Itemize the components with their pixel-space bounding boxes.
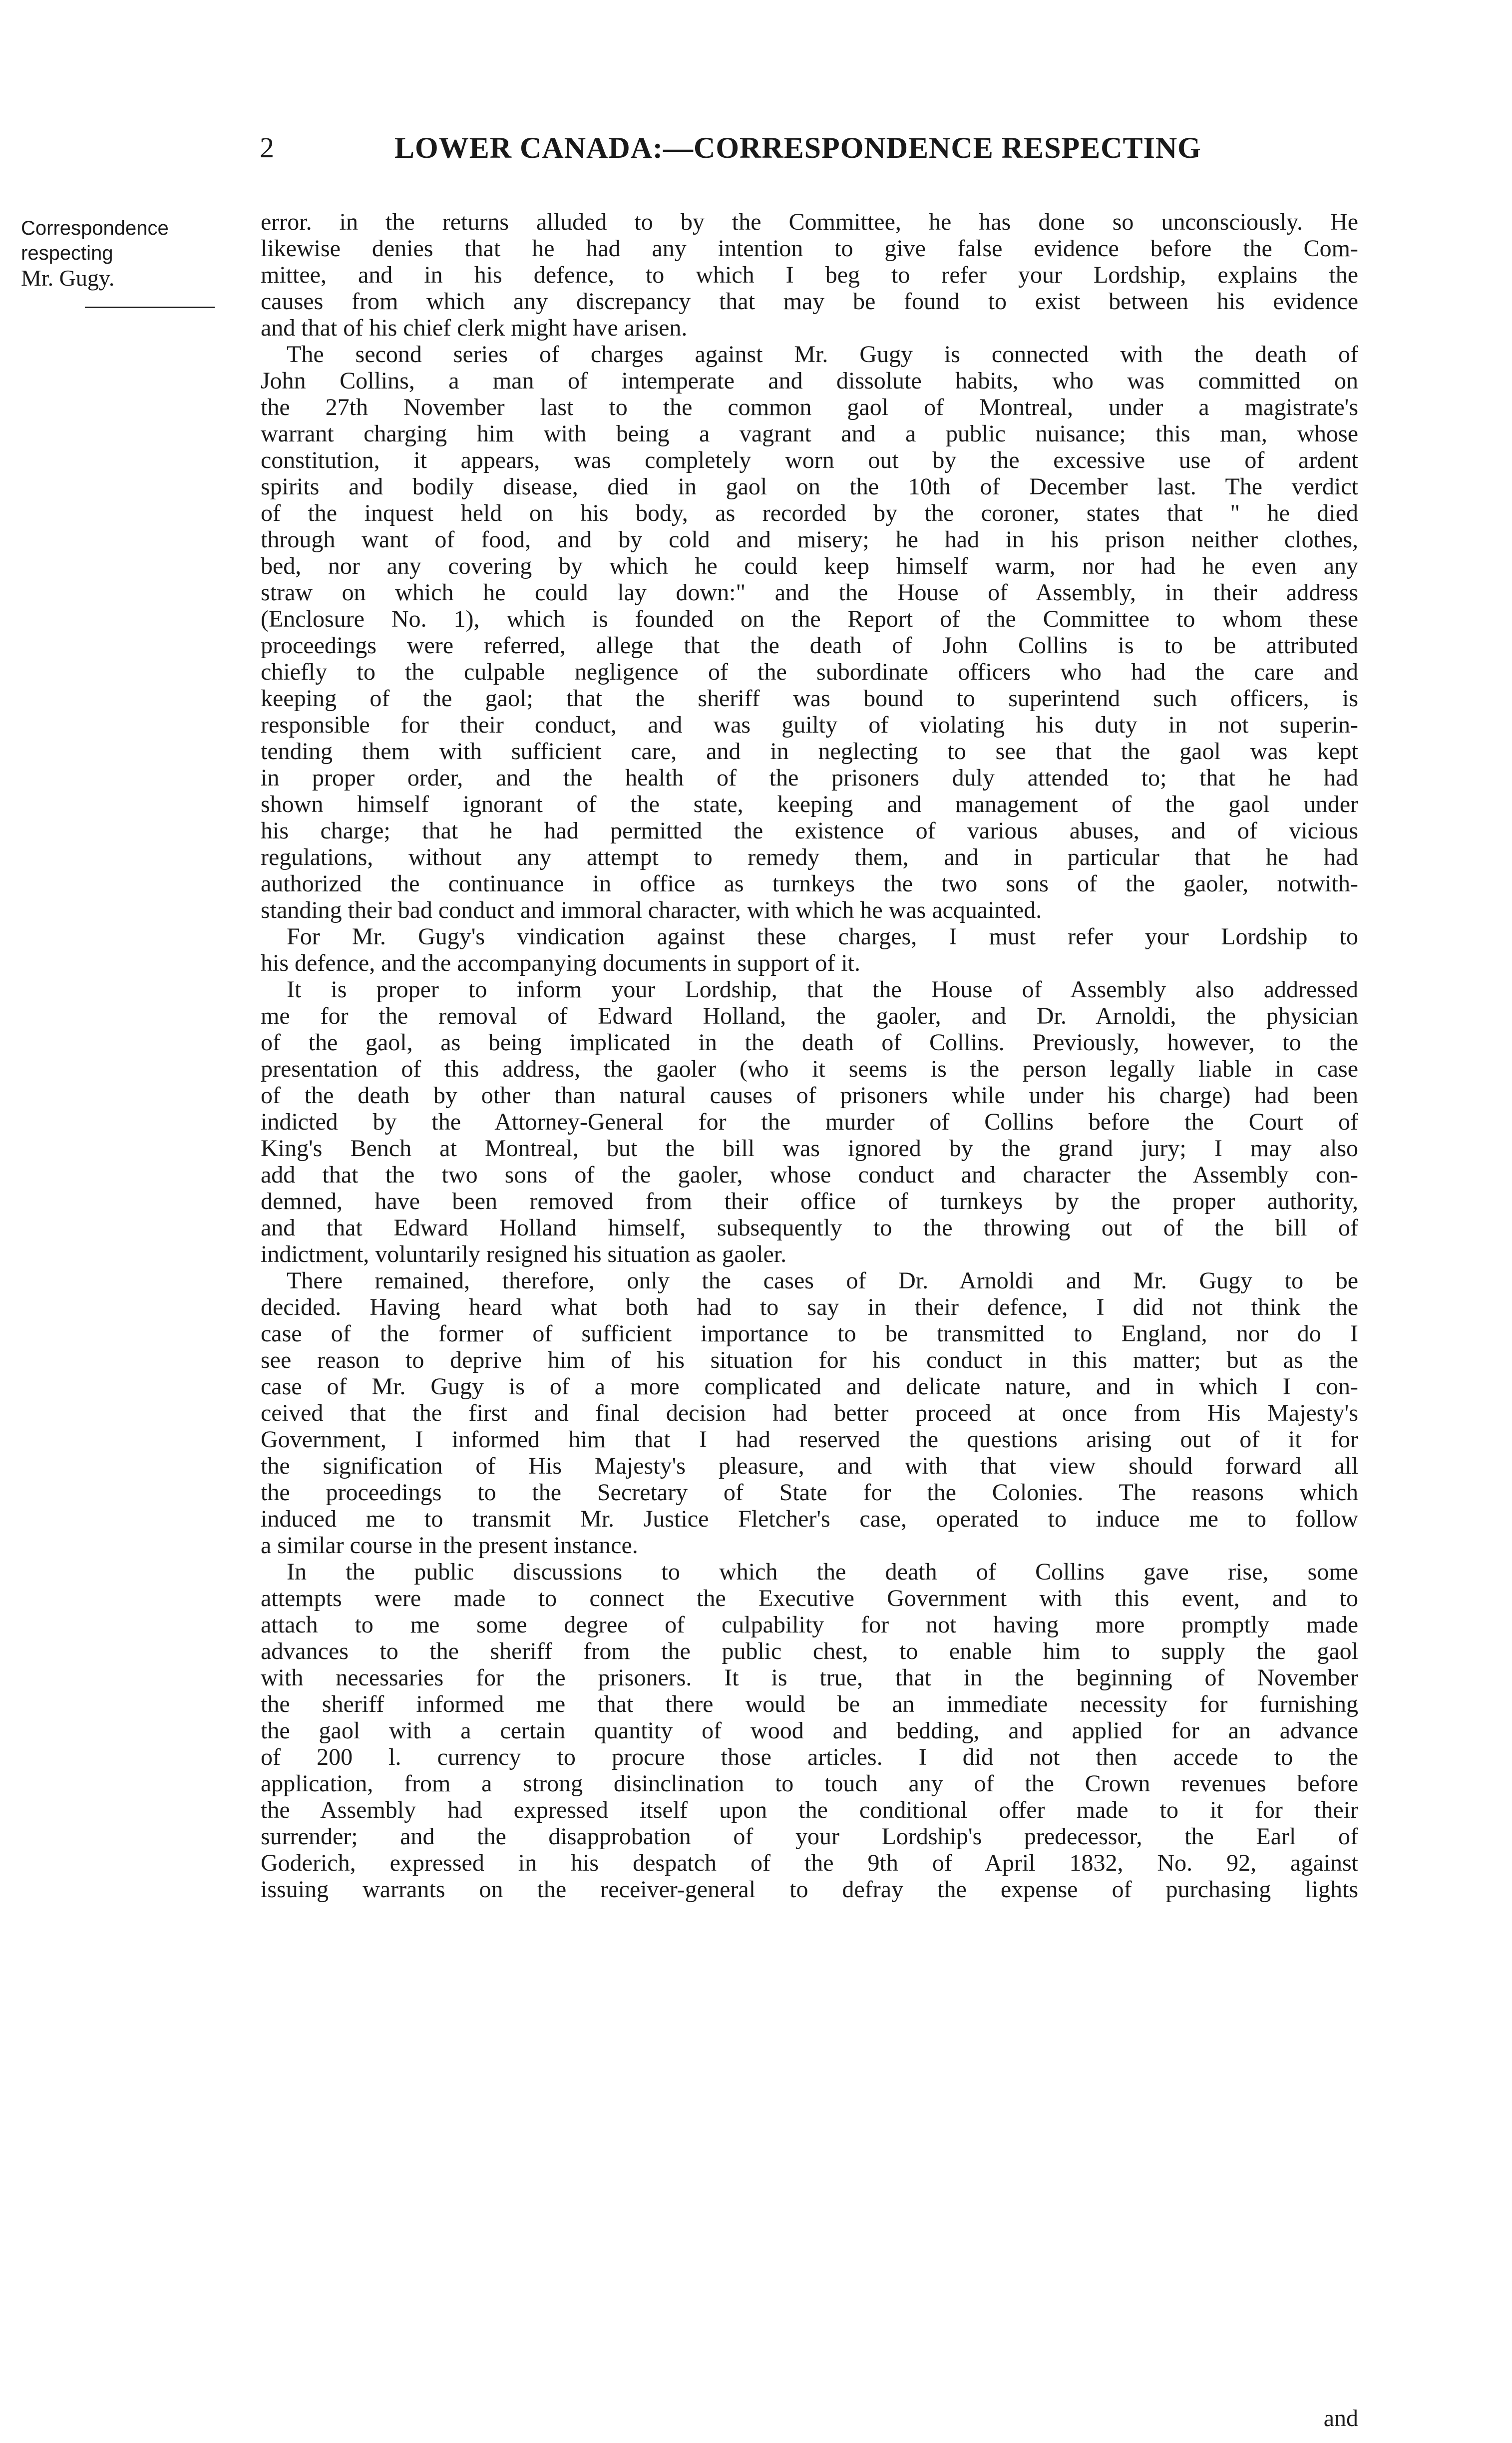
text-line: standing their bad conduct and immoral character, with which he was acquainted. xyxy=(261,897,1042,923)
text-line: spirits and bodily disease, died in gaol on the 10th of December last. The verdict xyxy=(261,473,1358,500)
text-line: proceedings were referred, allege that the death of John Collins is to be attributed xyxy=(261,632,1358,659)
text-line: in proper order, and the health of the prisoners duly attended to; that he had xyxy=(261,765,1358,791)
text-line: presentation of this address, the gaoler (who it seems is the person legally liable in case xyxy=(261,1056,1358,1082)
text-line: the Assembly had expressed itself upon the conditional offer made to it for their xyxy=(261,1797,1358,1823)
text-line: see reason to deprive him of his situation for his conduct in this matter; but as the xyxy=(261,1347,1358,1373)
margin-note xyxy=(21,216,231,291)
text-line: For Mr. Gugy's vindication against these charges, I must refer your Lordship to xyxy=(287,923,1358,950)
text-line: the sheriff informed me that there would be an immediate necessity for furnishing xyxy=(261,1691,1358,1717)
text-line: the gaol with a certain quantity of wood and bedding, and applied for an advance xyxy=(261,1717,1358,1744)
text-line: bed, nor any covering by which he could keep himself warm, nor had he even any xyxy=(261,553,1358,579)
text-line: regulations, without any attempt to remedy them, and in particular that he had xyxy=(261,844,1358,870)
text-line: In the public discussions to which the death of Collins gave rise, some xyxy=(287,1559,1358,1585)
text-line: of the gaol, as being implicated in the death of Collins. Previously, however, to the xyxy=(261,1029,1358,1056)
text-line: issuing warrants on the receiver-general to defray the expense of purchasing lights xyxy=(261,1876,1358,1903)
paragraph xyxy=(261,1267,1358,1559)
text-line: John Collins, a man of intemperate and dissolute habits, who was committed on xyxy=(261,368,1358,394)
text-line: The second series of charges against Mr. Gugy is connected with the death of xyxy=(287,341,1358,368)
paragraph xyxy=(261,976,1358,1267)
text-line: add that the two sons of the gaoler, whose conduct and character the Assembly con- xyxy=(261,1162,1358,1188)
text-line: of the inquest held on his body, as recorded by the coroner, states that " he died xyxy=(261,500,1358,526)
margin-note-line: Correspondence xyxy=(21,217,169,239)
text-line: through want of food, and by cold and misery; he had in his prison neither clothes, xyxy=(261,526,1358,553)
text-line: ceived that the first and final decision had better proceed at once from His Majesty's xyxy=(261,1400,1358,1426)
paragraph xyxy=(261,923,1358,976)
catchword: and xyxy=(1323,2405,1358,2432)
text-line: indictment, voluntarily resigned his situation as gaoler. xyxy=(261,1241,787,1267)
text-line: tending them with sufficient care, and in neglecting to see that the gaol was kept xyxy=(261,738,1358,765)
text-line: constitution, it appears, was completely worn out by the excessive use of ardent xyxy=(261,447,1358,473)
text-line: attempts were made to connect the Executive Government with this event, and to xyxy=(261,1585,1358,1612)
text-line: demned, have been removed from their office of turnkeys by the proper authority, xyxy=(261,1188,1358,1215)
body-text xyxy=(261,209,1358,1903)
text-line: causes from which any discrepancy that may be found to exist between his evidence xyxy=(261,288,1358,315)
text-line: warrant charging him with being a vagrant and a public nuisance; this man, whose xyxy=(261,420,1358,447)
text-line: the signification of His Majesty's pleasure, and with that view should forward all xyxy=(261,1453,1358,1479)
text-line: induced me to transmit Mr. Justice Fletcher's case, operated to induce me to follow xyxy=(261,1506,1358,1532)
margin-rule xyxy=(85,307,215,308)
page-header xyxy=(260,131,1408,176)
margin-note-line: Mr. Gugy. xyxy=(21,265,115,291)
text-line: the proceedings to the Secretary of State for the Colonies. The reasons which xyxy=(261,1479,1358,1506)
paragraph xyxy=(261,1559,1358,1903)
text-line: King's Bench at Montreal, but the bill was ignored by the grand jury; I may also xyxy=(261,1135,1358,1162)
text-line: case of Mr. Gugy is of a more complicated and delicate nature, and in which I con- xyxy=(261,1373,1358,1400)
text-line: straw on which he could lay down:" and the House of Assembly, in their address xyxy=(261,579,1358,606)
text-line: mittee, and in his defence, to which I beg to refer your Lordship, explains the xyxy=(261,262,1358,288)
text-line: and that Edward Holland himself, subsequently to the throwing out of the bill of xyxy=(261,1215,1358,1241)
text-line: a similar course in the present instance. xyxy=(261,1532,638,1559)
margin-note-line: respecting xyxy=(21,242,113,264)
text-line: case of the former of sufficient importance to be transmitted to England, nor do I xyxy=(261,1320,1358,1347)
text-line: and that of his chief clerk might have arisen. xyxy=(261,315,688,341)
text-line: Goderich, expressed in his despatch of the 9th of April 1832, No. 92, against xyxy=(261,1850,1358,1876)
text-line: indicted by the Attorney-General for the murder of Collins before the Court of xyxy=(261,1109,1358,1135)
running-head: LOWER CANADA:—CORRESPONDENCE RESPECTING xyxy=(394,131,1201,164)
text-line: chiefly to the culpable negligence of the subordinate officers who had the care and xyxy=(261,659,1358,685)
text-line: There remained, therefore, only the cases of Dr. Arnoldi and Mr. Gugy to be xyxy=(287,1267,1358,1294)
text-line: his defence, and the accompanying documents in support of it. xyxy=(261,950,861,976)
text-line: (Enclosure No. 1), which is founded on the Report of the Committee to whom these xyxy=(261,606,1358,632)
text-line: decided. Having heard what both had to say in their defence, I did not think the xyxy=(261,1294,1358,1320)
paragraph xyxy=(261,209,1358,341)
text-line: application, from a strong disinclination to touch any of the Crown revenues before xyxy=(261,1770,1358,1797)
text-line: his charge; that he had permitted the existence of various abuses, and of vicious xyxy=(261,817,1358,844)
text-line: advances to the sheriff from the public chest, to enable him to supply the gaol xyxy=(261,1638,1358,1664)
page-number: 2 xyxy=(260,131,275,164)
text-line: of 200 l. currency to procure those articles. I did not then accede to the xyxy=(261,1744,1358,1770)
text-line: likewise denies that he had any intention to give false evidence before the Com- xyxy=(261,235,1358,262)
text-line: Government, I informed him that I had reserved the questions arising out of it for xyxy=(261,1426,1358,1453)
text-line: responsible for their conduct, and was guilty of violating his duty in not superin- xyxy=(261,712,1358,738)
paragraph xyxy=(261,341,1358,923)
text-line: It is proper to inform your Lordship, that the House of Assembly also addressed xyxy=(287,976,1358,1003)
text-line: authorized the continuance in office as turnkeys the two sons of the gaoler, notwith- xyxy=(261,870,1358,897)
text-line: the 27th November last to the common gaol of Montreal, under a magistrate's xyxy=(261,394,1358,420)
text-line: attach to me some degree of culpability for not having more promptly made xyxy=(261,1612,1358,1638)
text-line: me for the removal of Edward Holland, the gaoler, and Dr. Arnoldi, the physician xyxy=(261,1003,1358,1029)
text-line: surrender; and the disapprobation of your Lordship's predecessor, the Earl of xyxy=(261,1823,1358,1850)
text-line: shown himself ignorant of the state, keeping and management of the gaol under xyxy=(261,791,1358,817)
text-line: keeping of the gaol; that the sheriff was bound to superintend such officers, is xyxy=(261,685,1358,712)
text-line: error. in the returns alluded to by the Committee, he has done so unconsciously. He xyxy=(261,209,1358,235)
text-line: of the death by other than natural causes of prisoners while under his charge) had been xyxy=(261,1082,1358,1109)
text-line: with necessaries for the prisoners. It is true, that in the beginning of November xyxy=(261,1664,1358,1691)
